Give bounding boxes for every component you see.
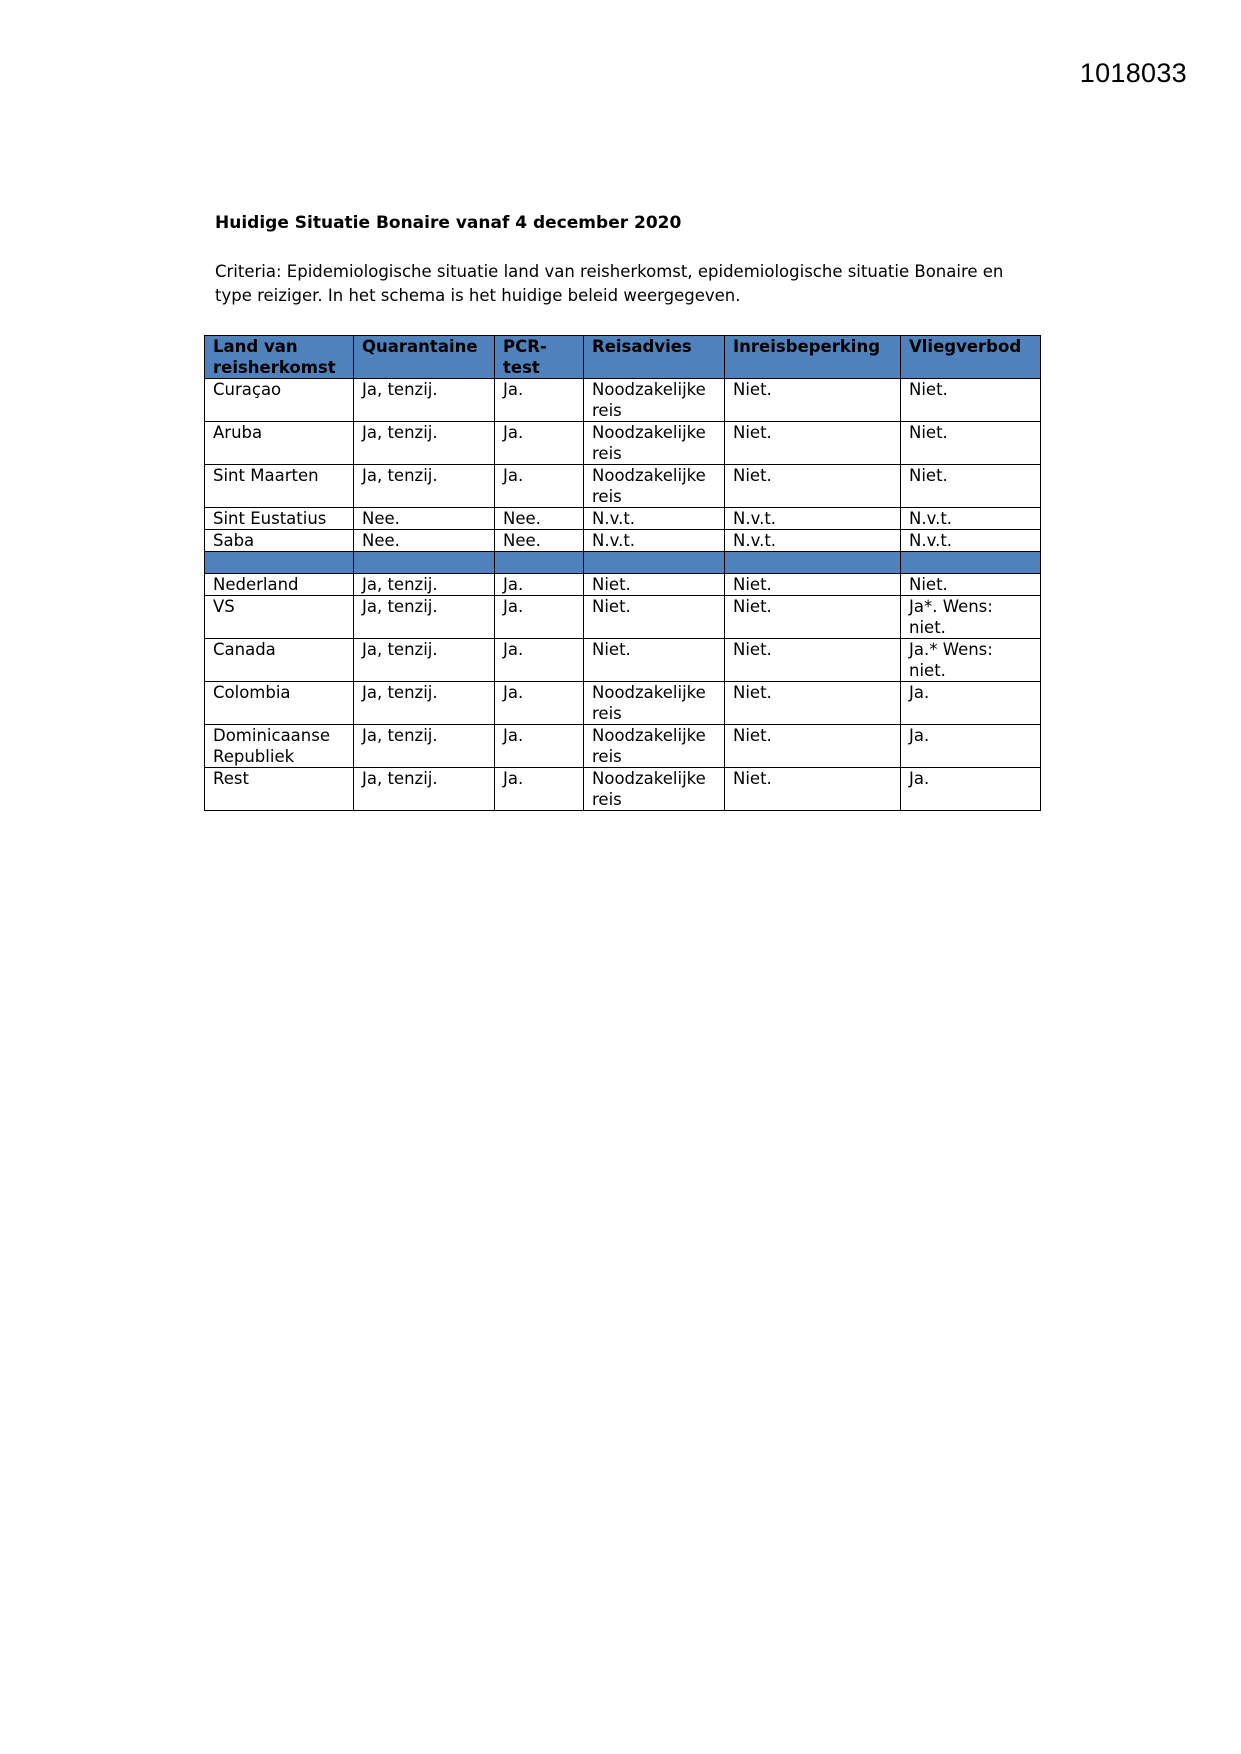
separator-cell <box>725 552 901 574</box>
table-cell: Ja. <box>495 596 584 639</box>
separator-cell <box>495 552 584 574</box>
table-cell: Niet. <box>584 596 725 639</box>
table-cell: Niet. <box>901 379 1041 422</box>
table-cell: VS <box>205 596 354 639</box>
table-cell: Colombia <box>205 682 354 725</box>
table-cell: Ja, tenzij. <box>354 639 495 682</box>
table-cell: Ja.* Wens: niet. <box>901 639 1041 682</box>
table-cell: Niet. <box>901 422 1041 465</box>
table-cell: Nederland <box>205 574 354 596</box>
table-cell: Noodzakelijke reis <box>584 768 725 811</box>
policy-table-container <box>204 335 1040 811</box>
table-cell: Ja, tenzij. <box>354 682 495 725</box>
header-cell: Quarantaine <box>354 336 495 379</box>
header-cell: Land van reisherkomst <box>205 336 354 379</box>
table-cell: Niet. <box>584 639 725 682</box>
table-row <box>205 639 1041 682</box>
separator-row <box>205 552 1041 574</box>
table-cell: Nee. <box>354 530 495 552</box>
document-number: 1018033 <box>1079 58 1187 88</box>
table-cell: Sint Eustatius <box>205 508 354 530</box>
separator-cell <box>354 552 495 574</box>
table-cell: Ja, tenzij. <box>354 422 495 465</box>
table-cell: Ja. <box>495 422 584 465</box>
table-cell: Dominicaanse Republiek <box>205 725 354 768</box>
table-cell: N.v.t. <box>901 508 1041 530</box>
table-cell: Niet. <box>901 465 1041 508</box>
table-cell: N.v.t. <box>901 530 1041 552</box>
table-cell: Ja, tenzij. <box>354 574 495 596</box>
table-cell: Ja, tenzij. <box>354 465 495 508</box>
table-cell: Noodzakelijke reis <box>584 725 725 768</box>
table-cell: Saba <box>205 530 354 552</box>
table-row <box>205 574 1041 596</box>
table-row <box>205 422 1041 465</box>
table-row <box>205 725 1041 768</box>
table-cell: Nee. <box>495 508 584 530</box>
table-cell: N.v.t. <box>725 530 901 552</box>
table-cell: Noodzakelijke reis <box>584 379 725 422</box>
table-row <box>205 682 1041 725</box>
table-cell: Ja. <box>495 682 584 725</box>
document-title: Huidige Situatie Bonaire vanaf 4 december 2020 <box>215 213 682 233</box>
table-cell: Noodzakelijke reis <box>584 682 725 725</box>
separator-cell <box>901 552 1041 574</box>
table-cell: Ja. <box>495 574 584 596</box>
policy-table <box>204 335 1041 811</box>
table-cell: Ja, tenzij. <box>354 768 495 811</box>
header-cell: Inreisbeperking <box>725 336 901 379</box>
table-cell: Niet. <box>725 422 901 465</box>
table-cell: Canada <box>205 639 354 682</box>
header-cell: Reisadvies <box>584 336 725 379</box>
table-cell: Niet. <box>725 768 901 811</box>
header-cell: PCR-test <box>495 336 584 379</box>
table-cell: Ja. <box>901 682 1041 725</box>
table-row <box>205 530 1041 552</box>
table-cell: N.v.t. <box>584 530 725 552</box>
table-cell: Rest <box>205 768 354 811</box>
table-cell: Noodzakelijke reis <box>584 422 725 465</box>
table-cell: Ja, tenzij. <box>354 379 495 422</box>
table-cell: Ja. <box>901 725 1041 768</box>
table-row <box>205 508 1041 530</box>
table-cell: Aruba <box>205 422 354 465</box>
table-cell: Sint Maarten <box>205 465 354 508</box>
table-cell: Nee. <box>354 508 495 530</box>
table-cell: Niet. <box>725 639 901 682</box>
table-cell: Niet. <box>725 465 901 508</box>
table-cell: Niet. <box>725 682 901 725</box>
separator-cell <box>205 552 354 574</box>
table-cell: Nee. <box>495 530 584 552</box>
separator-cell <box>584 552 725 574</box>
table-cell: Ja. <box>901 768 1041 811</box>
table-cell: Ja. <box>495 379 584 422</box>
table-cell: Noodzakelijke reis <box>584 465 725 508</box>
table-cell: Niet. <box>725 596 901 639</box>
table-row <box>205 379 1041 422</box>
table-cell: Niet. <box>901 574 1041 596</box>
table-row <box>205 768 1041 811</box>
table-cell: Niet. <box>725 379 901 422</box>
table-cell: Ja*. Wens: niet. <box>901 596 1041 639</box>
table-cell: Ja. <box>495 725 584 768</box>
table-cell: Ja. <box>495 768 584 811</box>
table-cell: N.v.t. <box>725 508 901 530</box>
table-row <box>205 465 1041 508</box>
table-cell: Ja. <box>495 639 584 682</box>
header-cell: Vliegverbod <box>901 336 1041 379</box>
table-row <box>205 596 1041 639</box>
criteria-paragraph: Criteria: Epidemiologische situatie land van reisherkomst, epidemiologische situatie Bonaire en type reiziger. In het schema is het huidige beleid weergegeven. <box>215 262 1004 305</box>
table-cell: Niet. <box>725 725 901 768</box>
header-row <box>205 336 1041 379</box>
table-cell: Ja, tenzij. <box>354 596 495 639</box>
table-cell: Ja. <box>495 465 584 508</box>
table-cell: Niet. <box>584 574 725 596</box>
table-cell: N.v.t. <box>584 508 725 530</box>
table-cell: Niet. <box>725 574 901 596</box>
table-cell: Ja, tenzij. <box>354 725 495 768</box>
table-cell: Curaçao <box>205 379 354 422</box>
